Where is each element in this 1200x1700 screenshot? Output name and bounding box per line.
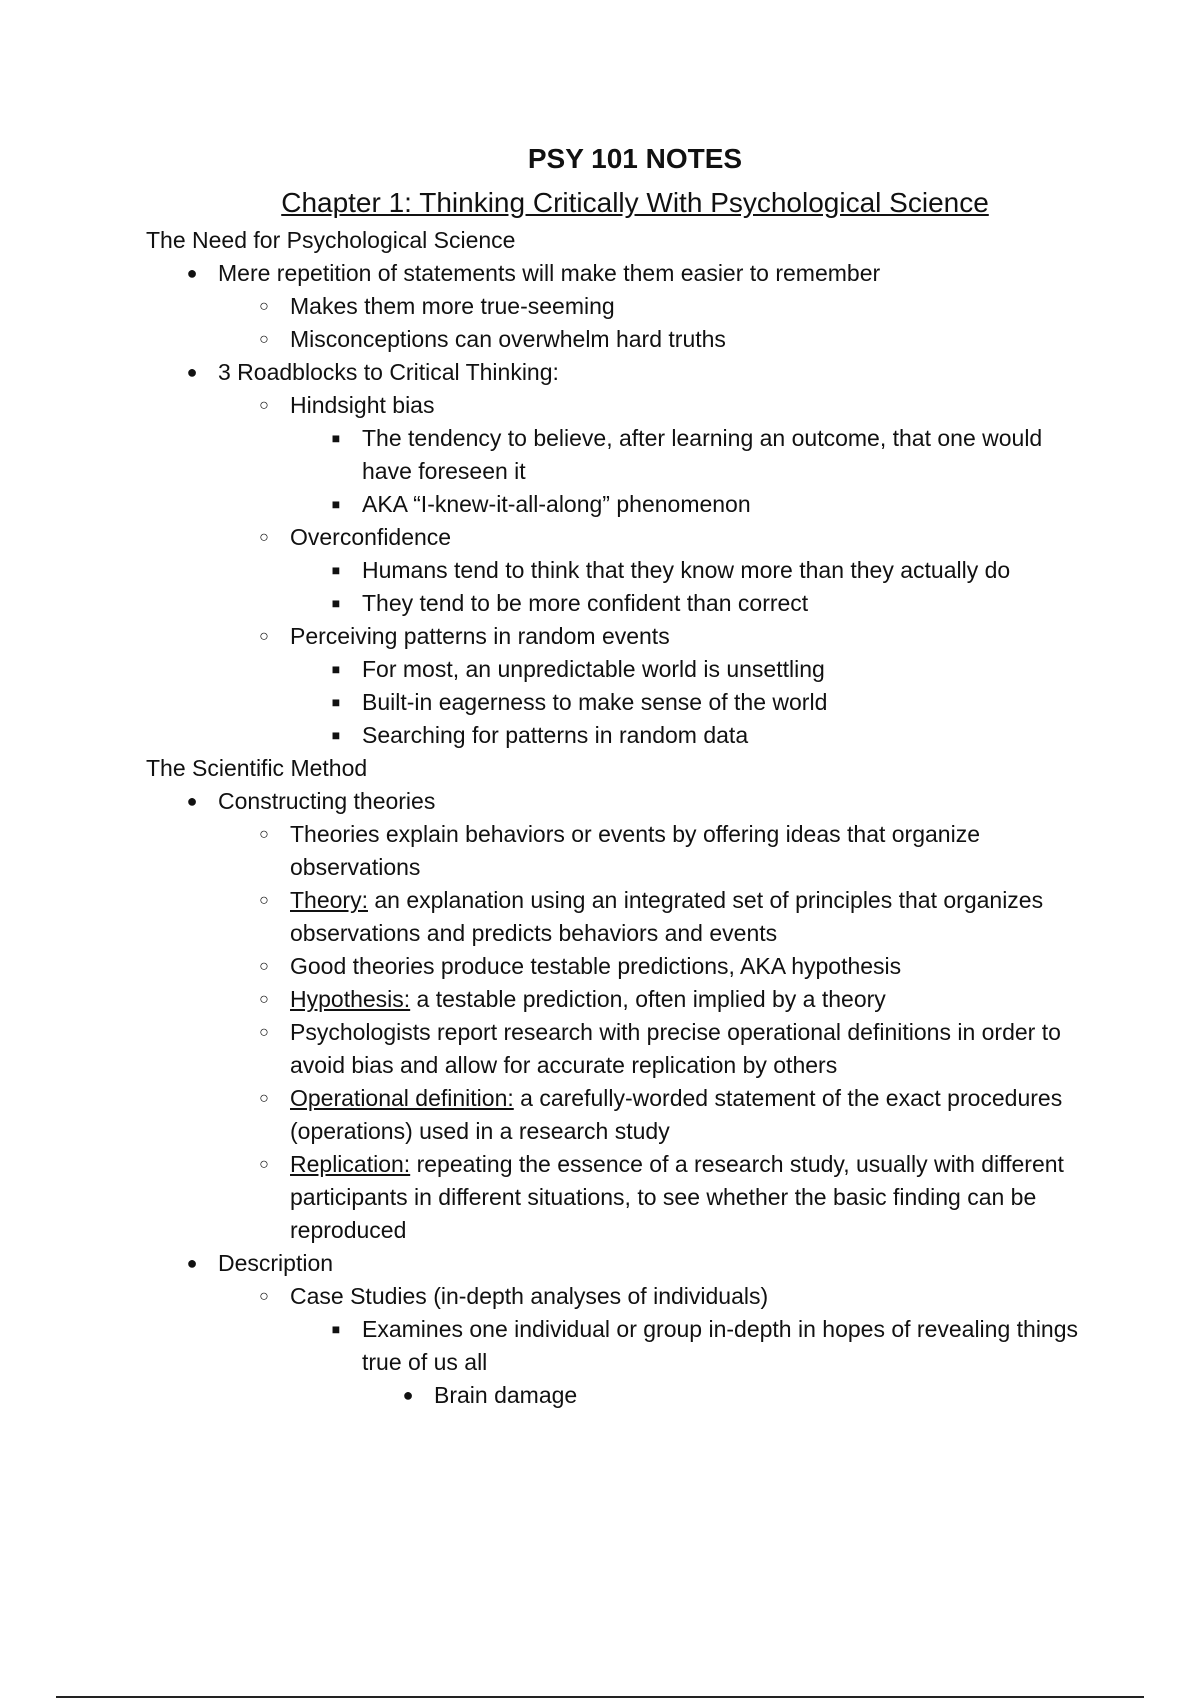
sub-list xyxy=(290,554,1086,620)
list-item: ■ The tendency to believe, after learning an outcome, that one would have foreseen it xyxy=(290,422,1086,488)
square-bullet-icon: ■ xyxy=(331,661,341,677)
term-label: Hypothesis: xyxy=(290,986,411,1012)
list-item: ○ Makes them more true-seeming xyxy=(218,290,1086,323)
list-item: ■ Examines one individual or group in-depth in hopes of revealing things true of us all ● Brain damage xyxy=(290,1313,1086,1412)
circle-bullet-icon: ○ xyxy=(259,529,269,546)
list-item: ○ Misconceptions can overwhelm hard truths xyxy=(218,323,1086,356)
list-item: ○ Overconfidence ■ Humans tend to think that they know more than they actually do ■ They tend to be more confident than correct xyxy=(218,521,1086,620)
square-bullet-icon: ■ xyxy=(331,595,341,611)
list-item: ● Mere repetition of statements will make them easier to remember ○ Makes them more true-seeming ○ Misconceptions can overwhelm hard truths xyxy=(146,257,1086,356)
list-item: ● Constructing theories ○ Theories explain behaviors or events by offering ideas that organize observations ○ Theory: an explanation using an integrated set of principles that organizes observations and predicts behaviors and events ○ Good theories produce testable predictions, AKA hypothesis ○ Hypothesis: a testable prediction, often implied by a theory ○ Psychologists report research with precise operational definitions in order to avoid bias and allow for accurate replication by others ○ Operational definition: a carefully-worded statement of the exact procedures (operations) used in a research study ○ Replication: repeating the essence of a research study, usually with different participants in different situations, to see whether the basic finding can be reproduced xyxy=(146,785,1086,1247)
list-item: ■ Built-in eagerness to make sense of the world xyxy=(290,686,1086,719)
list-item: ○ Hindsight bias ■ The tendency to believe, after learning an outcome, that one would have foreseen it ■ AKA “I-knew-it-all-along” phenomenon xyxy=(218,389,1086,521)
circle-bullet-icon: ○ xyxy=(259,298,269,315)
sub-list xyxy=(218,818,1086,1247)
term-label: Replication: xyxy=(290,1151,411,1177)
term-label: Operational definition: xyxy=(290,1085,514,1111)
list-item: ● Description ○ Case Studies (in-depth analyses of individuals) ■ Examines one individual or group in-depth in hopes of revealing things true of us all ● Brain damage xyxy=(146,1247,1086,1412)
circle-bullet-icon: ○ xyxy=(259,826,269,843)
circle-bullet-icon: ○ xyxy=(259,1024,269,1041)
circle-bullet-icon: ○ xyxy=(259,958,269,975)
square-bullet-icon: ■ xyxy=(331,562,341,578)
disc-bullet-icon: ● xyxy=(186,263,198,283)
circle-bullet-icon: ○ xyxy=(259,1090,269,1107)
square-bullet-icon: ■ xyxy=(331,496,341,512)
page-title: PSY 101 NOTES xyxy=(527,143,743,174)
list-item: ○ Hypothesis: a testable prediction, often implied by a theory xyxy=(218,983,1086,1016)
disc-bullet-icon: ● xyxy=(402,1385,414,1405)
sub-list xyxy=(290,422,1086,521)
sub-list xyxy=(218,389,1086,752)
circle-bullet-icon: ○ xyxy=(259,1288,269,1305)
sub-list xyxy=(218,1280,1086,1412)
disc-bullet-icon: ● xyxy=(186,791,198,811)
list-item: ○ Theory: an explanation using an integrated set of principles that organizes observations and predicts behaviors and events xyxy=(218,884,1086,950)
disc-bullet-icon: ● xyxy=(186,362,198,382)
list-item: ○ Psychologists report research with precise operational definitions in order to avoid bias and allow for accurate replication by others xyxy=(218,1016,1086,1082)
list-item: ■ For most, an unpredictable world is unsettling xyxy=(290,653,1086,686)
chapter-heading: Chapter 1: Thinking Critically With Psychological Science xyxy=(281,187,989,218)
list-item: ● Brain damage xyxy=(362,1379,1086,1412)
square-bullet-icon: ■ xyxy=(331,694,341,710)
sub-list xyxy=(290,1313,1086,1412)
circle-bullet-icon: ○ xyxy=(259,397,269,414)
list-item: ○ Good theories produce testable predictions, AKA hypothesis xyxy=(218,950,1086,983)
list-item: ○ Replication: repeating the essence of a research study, usually with different participants in different situations, to see whether the basic finding can be reproduced xyxy=(218,1148,1086,1247)
list-item: ■ Searching for patterns in random data xyxy=(290,719,1086,752)
page-divider xyxy=(56,1696,1144,1698)
list-item: ○ Case Studies (in-depth analyses of individuals) ■ Examines one individual or group in-depth in hopes of revealing things true of us all ● Brain damage xyxy=(218,1280,1086,1412)
sub-list xyxy=(362,1379,1086,1412)
list-item: ■ They tend to be more confident than correct xyxy=(290,587,1086,620)
section-heading: The Scientific Method xyxy=(146,755,368,781)
list-item: ■ Humans tend to think that they know more than they actually do xyxy=(290,554,1086,587)
list-item: ● 3 Roadblocks to Critical Thinking: ○ Hindsight bias ■ The tendency to believe, after learning an outcome, that one would have foreseen it ■ AKA “I-knew-it-all-along” phenomenon ○ Overconfidence ■ Humans tend to think that they know more than they actually do ■ They tend to be more confident than correct ○ Perceiving patterns in random events ■ For most, an unpredictable world is unsettling ■ Built-in eagerness to make sense of the world ■ Searching for patterns in random data xyxy=(146,356,1086,752)
bullet-list xyxy=(146,257,1086,752)
sub-list xyxy=(218,290,1086,356)
square-bullet-icon: ■ xyxy=(331,430,341,446)
list-item: ○ Theories explain behaviors or events by offering ideas that organize observations xyxy=(218,818,1086,884)
circle-bullet-icon: ○ xyxy=(259,628,269,645)
sub-list xyxy=(290,653,1086,752)
bullet-list xyxy=(146,785,1086,1412)
list-item: ■ AKA “I-knew-it-all-along” phenomenon xyxy=(290,488,1086,521)
disc-bullet-icon: ● xyxy=(186,1253,198,1273)
term-label: Theory: xyxy=(290,887,368,913)
section-heading: The Need for Psychological Science xyxy=(146,227,516,253)
square-bullet-icon: ■ xyxy=(331,727,341,743)
list-item: ○ Perceiving patterns in random events ■ For most, an unpredictable world is unsettling ■ Built-in eagerness to make sense of the world ■ Searching for patterns in random data xyxy=(218,620,1086,752)
circle-bullet-icon: ○ xyxy=(259,892,269,909)
circle-bullet-icon: ○ xyxy=(259,991,269,1008)
list-item: ○ Operational definition: a carefully-worded statement of the exact procedures (operations) used in a research study xyxy=(218,1082,1086,1148)
document-body xyxy=(146,142,1086,1412)
circle-bullet-icon: ○ xyxy=(259,331,269,348)
square-bullet-icon: ■ xyxy=(331,1321,341,1337)
circle-bullet-icon: ○ xyxy=(259,1156,269,1173)
